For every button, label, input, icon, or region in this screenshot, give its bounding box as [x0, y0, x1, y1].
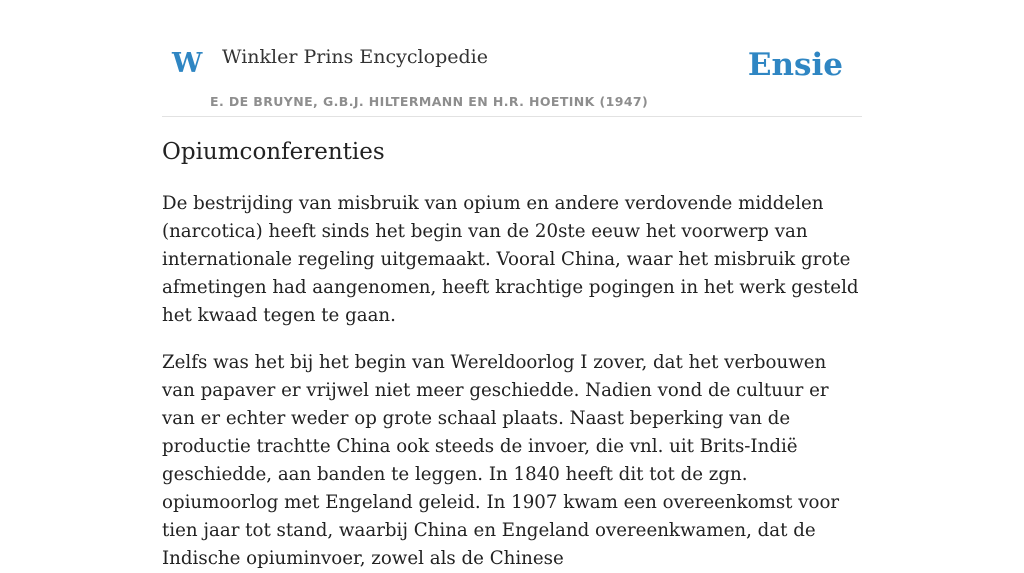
- source-header: [162, 0, 862, 117]
- article-paragraph: Zelfs was het bij het begin van Wereldoorlog I zover, dat het verbouwen van papaver er vrijwel niet meer geschiedde. Nadien vond de cultuur er van er echter weder op grote schaal plaats. Naast beperking van de productie trachtte China ook steeds de invoer, die vnl. uit Brits-Indië geschiedde, aan banden te leggen. In 1840 heeft dit tot de zgn. opiumoorlog met Engeland geleid. In 1907 kwam een overeenkomst voor tien jaar tot stand, waarbij China en Engeland overeenkwamen, dat de Indische opiuminvoer, zowel als de Chinese: [162, 351, 840, 569]
- article-title: Opiumconferenties: [162, 139, 385, 165]
- article: [162, 138, 862, 573]
- brand-logo[interactable]: Ensie: [747, 47, 843, 83]
- source-title[interactable]: Winkler Prins Encyclopedie: [222, 46, 488, 68]
- source-logo[interactable]: W: [172, 48, 203, 79]
- article-paragraph: De bestrijding van misbruik van opium en andere verdovende middelen (narcotica) heeft sinds het begin van de 20ste eeuw het voorwerp van internationale regeling uitgemaakt. Vooral China, waar het misbruik grote afmetingen had aangenomen, heeft krachtige pogingen in het werk gesteld het kwaad tegen te gaan.: [162, 192, 859, 326]
- source-authors: E. DE BRUYNE, G.B.J. HILTERMANN EN H.R. HOETINK (1947): [210, 94, 649, 109]
